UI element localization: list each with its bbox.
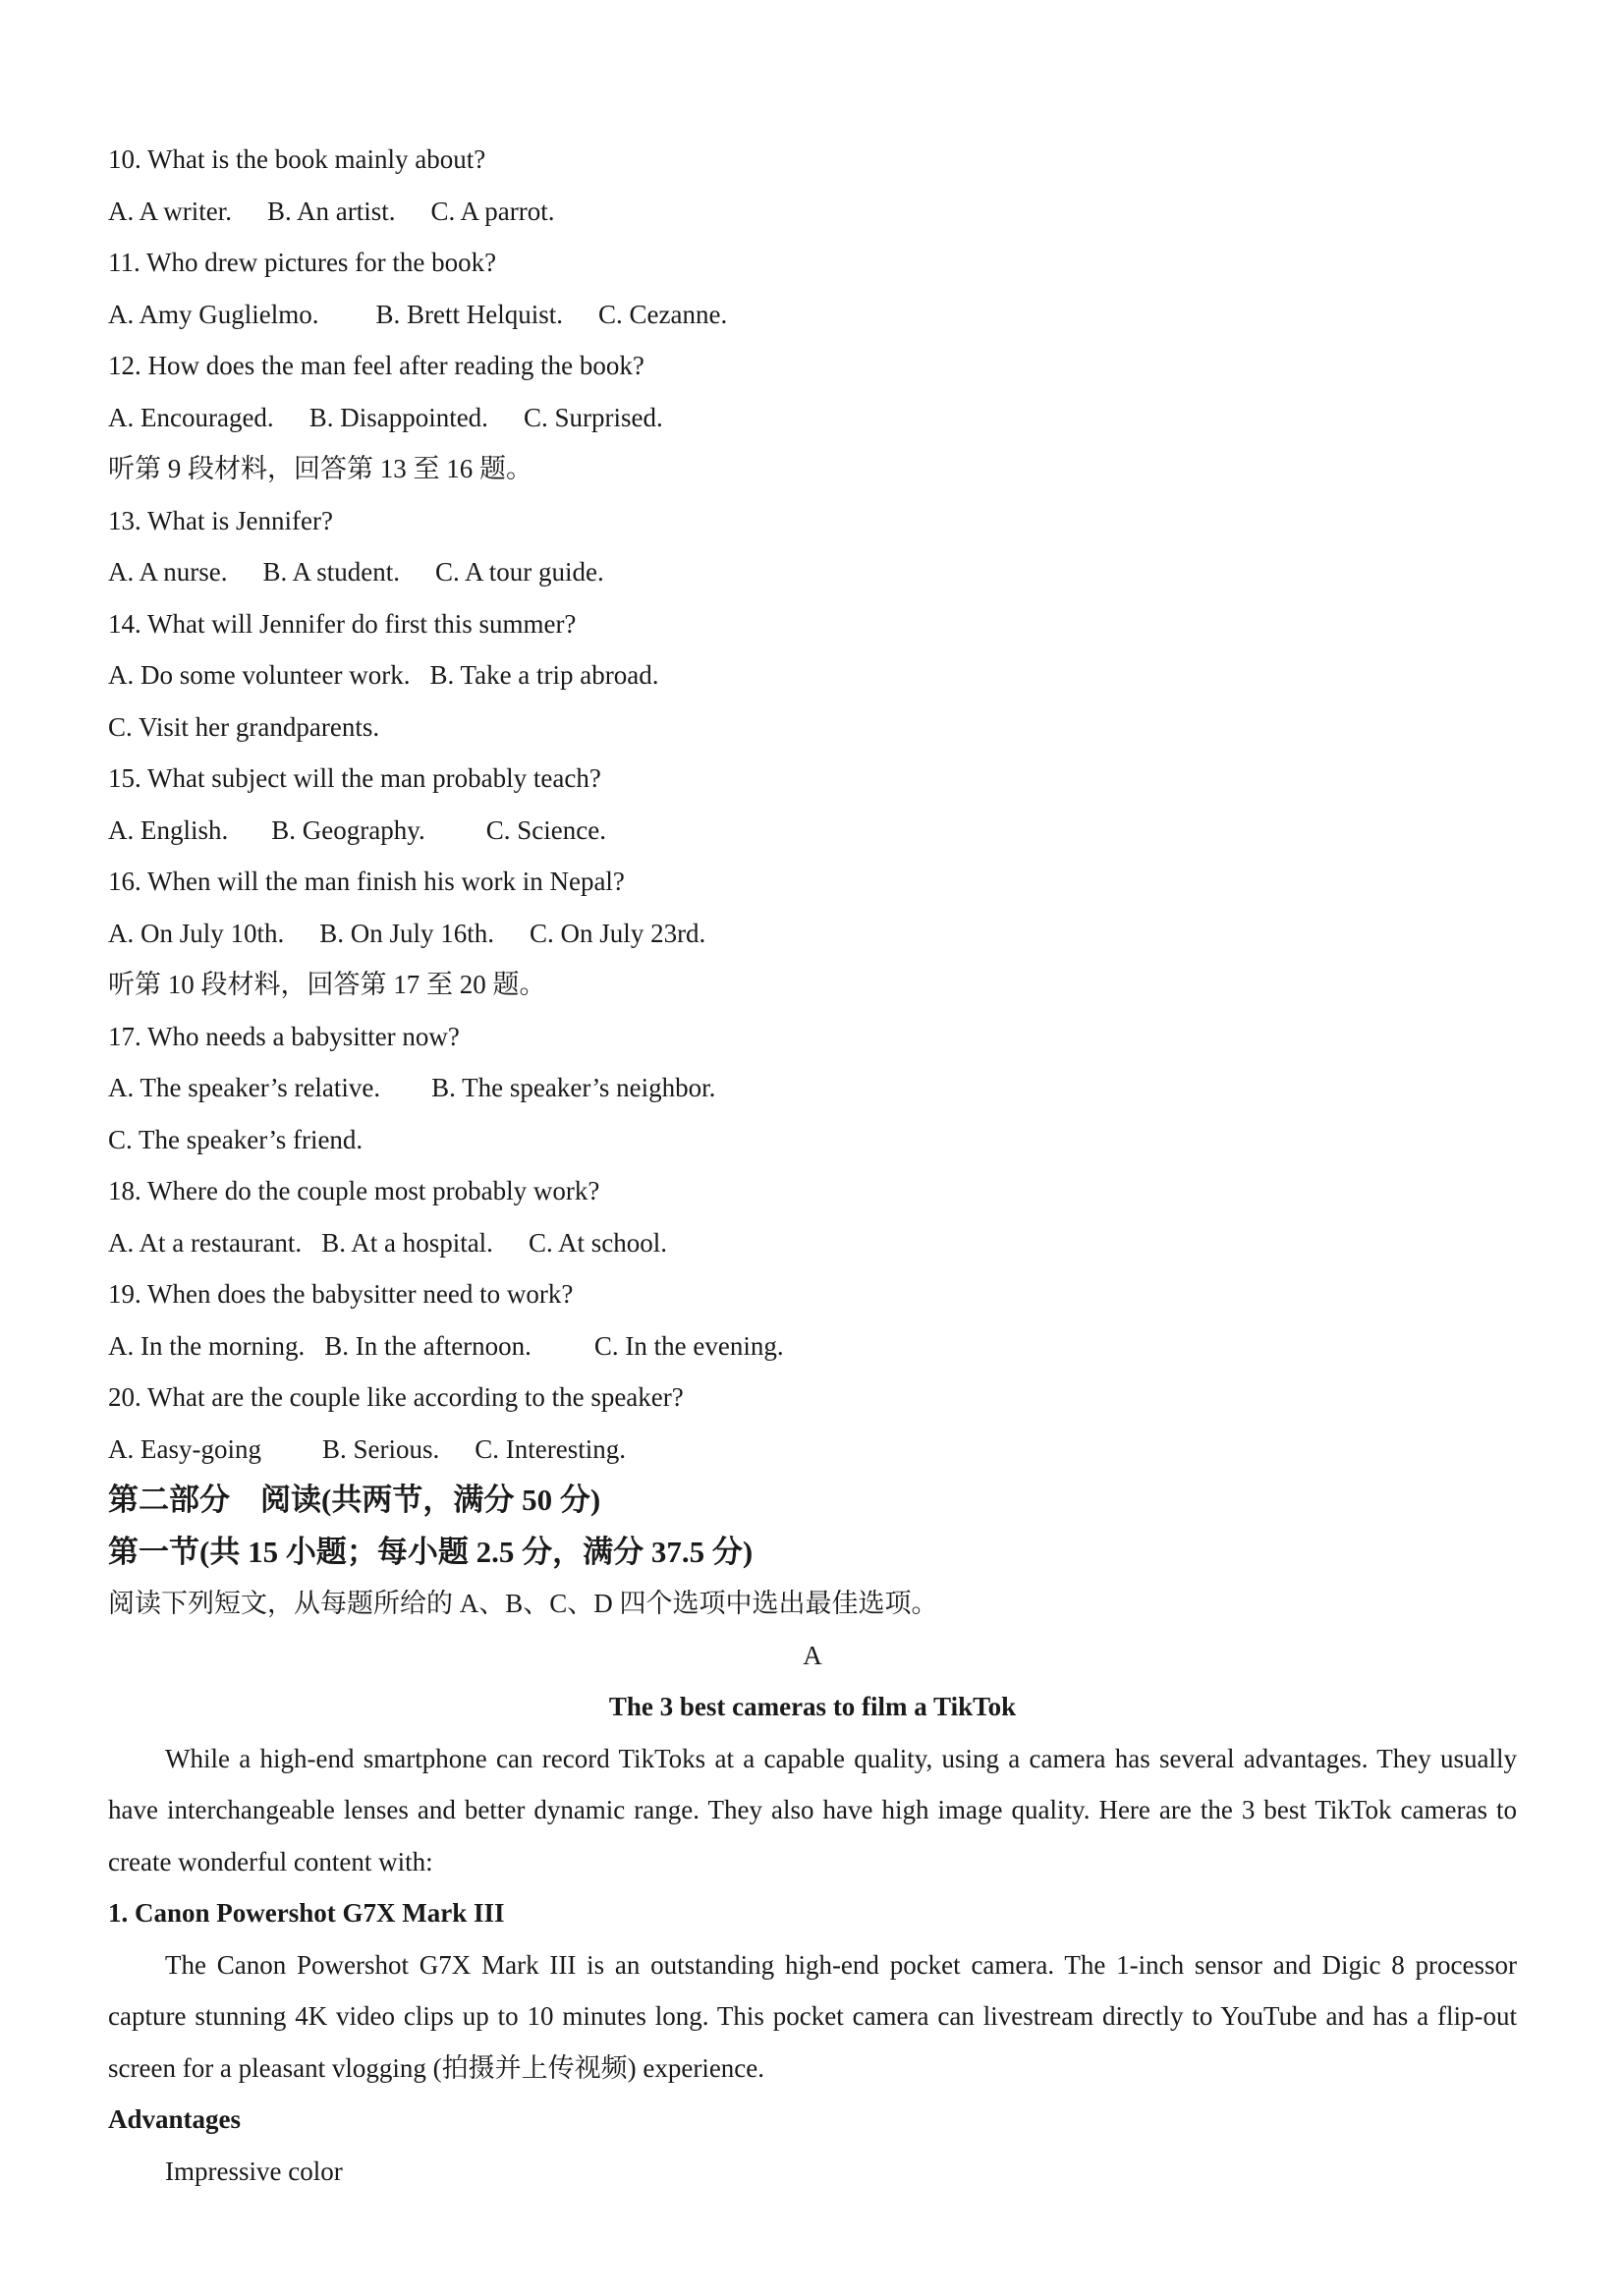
option-a: A. English. — [108, 814, 229, 845]
passage-intro: While a high-end smartphone can record TikToks at a capable quality, using a camera has several advantages. They usually have interchangeable lenses and better dynamic range. They also have high image quality. Here are the 3 best TikTok cameras to create wonderful content with: — [108, 1743, 1517, 1876]
option-a: A. In the morning. — [108, 1330, 306, 1361]
passage-letter: A — [803, 1640, 822, 1670]
option-a: A. Amy Guglielmo. — [108, 299, 319, 329]
option-b: B. In the afternoon. — [324, 1330, 532, 1361]
option-b: B. The speaker’s neighbor. — [431, 1073, 716, 1102]
passage-title: The 3 best cameras to film a TikTok — [608, 1692, 1017, 1721]
question-14-options — [108, 649, 1517, 701]
option-a: A. Do some volunteer work. — [108, 660, 411, 690]
option-b: B. An artist. — [267, 196, 396, 226]
option-c: C. Surprised. — [523, 402, 663, 432]
question-17-options — [108, 1062, 1517, 1114]
question-19: 19. When does the babysitter need to work? — [108, 1279, 574, 1309]
advantages-label: Advantages — [108, 2104, 242, 2134]
option-b: B. On July 16th. — [319, 918, 495, 948]
option-b: B. Take a trip abroad. — [429, 660, 659, 690]
question-10: 10. What is the book mainly about? — [108, 144, 486, 174]
question-15-options — [108, 805, 1517, 857]
section-1-heading: 第一节(共 15 小题；每小题 2.5 分，满分 37.5 分) — [108, 1534, 754, 1569]
option-c: C. On July 23rd. — [530, 918, 706, 948]
question-11: 11. Who drew pictures for the book? — [108, 248, 497, 277]
option-b: B. Disappointed. — [308, 402, 488, 432]
question-15: 15. What subject will the man probably teach? — [108, 763, 601, 793]
question-18-options — [108, 1217, 1517, 1269]
question-16: 16. When will the man finish his work in Nepal? — [108, 867, 625, 896]
option-c: C. A parrot. — [430, 196, 555, 226]
option-c: C. Cezanne. — [598, 299, 728, 329]
question-11-options — [108, 289, 1517, 341]
option-a: A. Encouraged. — [108, 402, 274, 432]
question-17: 17. Who needs a babysitter now? — [108, 1021, 460, 1051]
option-b: B. Geography. — [271, 814, 425, 845]
question-20: 20. What are the couple like according to the speaker? — [108, 1382, 684, 1412]
option-b: B. Serious. — [321, 1433, 440, 1464]
part-2-heading: 第二部分 阅读(共两节，满分 50 分) — [108, 1483, 601, 1517]
question-18: 18. Where do the couple most probably work? — [108, 1176, 600, 1205]
document-page — [108, 134, 1517, 2197]
reading-instructions: 阅读下列短文，从每题所给的 A、B、C、D 四个选项中选出最佳选项。 — [108, 1589, 938, 1618]
question-20-options — [108, 1424, 1517, 1476]
option-c: C. In the evening. — [593, 1330, 784, 1361]
question-13: 13. What is Jennifer? — [108, 505, 333, 535]
option-c: C. A tour guide. — [435, 557, 604, 587]
question-13-options — [108, 546, 1517, 598]
section-10-instruction: 听第 10 段材料，回答第 17 至 20 题。 — [108, 970, 546, 999]
option-a: A. A writer. — [108, 196, 232, 226]
question-10-options — [108, 186, 1517, 238]
option-a: A. On July 10th. — [108, 918, 285, 948]
item-1-description: The Canon Powershot G7X Mark III is an outstanding high-end pocket camera. The 1-inch sensor and Digic 8 processor capture stunning 4K video clips up to 10 minutes long. This pocket camera can livestream directly to YouTube and has a flip-out screen for a pleasant vlogging (拍摄并上传视频) experience. — [108, 1949, 1517, 2083]
question-14: 14. What will Jennifer do first this summer? — [108, 608, 577, 639]
option-a: A. At a restaurant. — [108, 1227, 303, 1258]
option-b: B. At a hospital. — [321, 1227, 493, 1258]
option-c: C. At school. — [528, 1227, 667, 1258]
option-a: A. A nurse. — [108, 557, 228, 587]
advantage-1: Impressive color — [165, 2156, 343, 2186]
question-12-options — [108, 392, 1517, 444]
option-a: A. Easy-going — [108, 1433, 261, 1464]
option-c: C. Interesting. — [475, 1433, 626, 1464]
option-a: A. The speaker’s relative. — [108, 1073, 381, 1102]
question-12: 12. How does the man feel after reading the book? — [108, 351, 644, 380]
option-c: C. The speaker’s friend. — [108, 1124, 364, 1154]
option-c: C. Visit her grandparents. — [108, 711, 380, 742]
question-19-options — [108, 1320, 1517, 1372]
item-1-title: 1. Canon Powershot G7X Mark III — [108, 1898, 505, 1928]
section-9-instruction: 听第 9 段材料，回答第 13 至 16 题。 — [108, 454, 532, 483]
option-c: C. Science. — [485, 814, 606, 845]
question-16-options — [108, 908, 1517, 960]
option-b: B. Brett Helquist. — [375, 299, 563, 329]
option-b: B. A student. — [262, 557, 401, 587]
